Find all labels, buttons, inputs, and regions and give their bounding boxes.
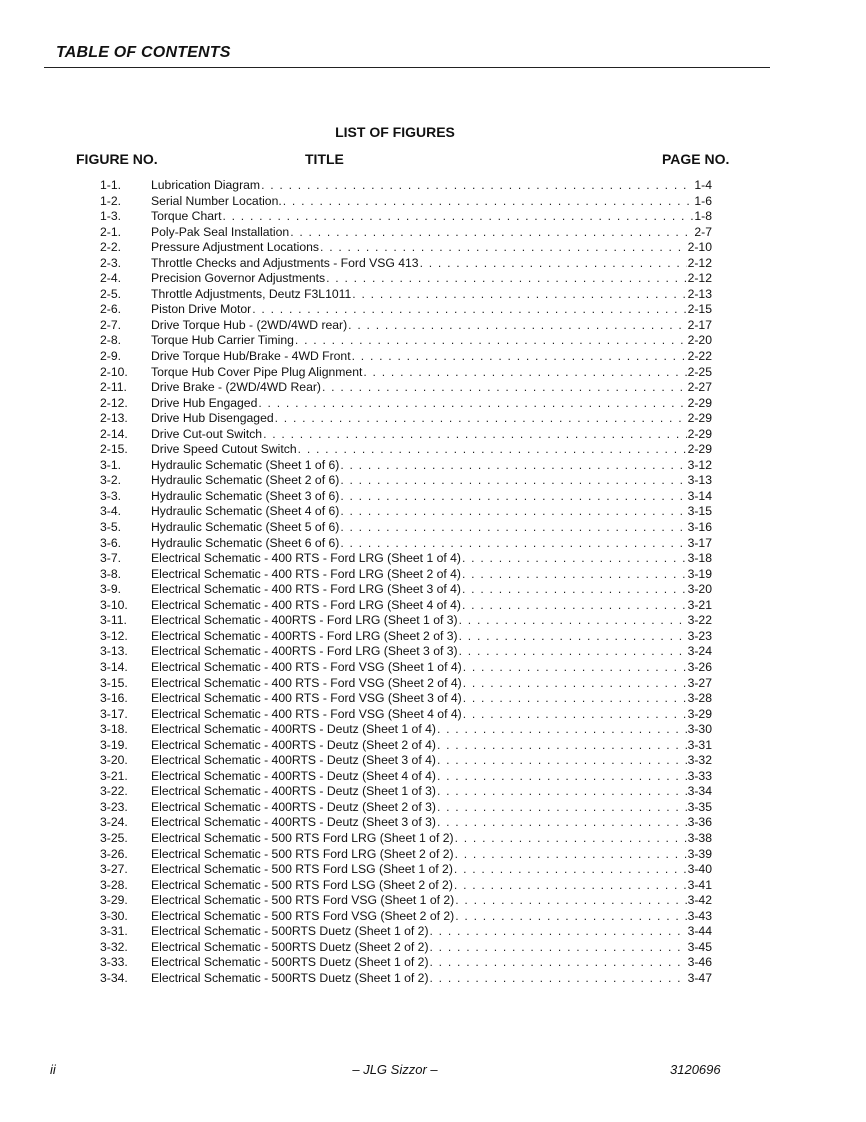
- list-item: [100, 504, 712, 520]
- figure-title: Hydraulic Schematic (Sheet 1 of 6): [151, 457, 340, 472]
- list-item: [100, 955, 712, 971]
- list-item: [100, 318, 712, 334]
- column-header-figure-no: FIGURE NO.: [76, 151, 158, 167]
- list-item: [100, 676, 712, 692]
- figure-title: Electrical Schematic - 400 RTS - Ford VSG (Sheet 1 of 4): [151, 659, 462, 674]
- figure-title: Hydraulic Schematic (Sheet 2 of 6): [151, 473, 340, 488]
- dot-leader: [322, 380, 687, 396]
- figure-page: 2-29: [687, 442, 712, 457]
- dot-leader: [258, 396, 686, 412]
- figure-number: 2-11.: [100, 380, 127, 395]
- dot-leader: [463, 707, 687, 723]
- list-item: [100, 427, 712, 443]
- list-item: [100, 909, 712, 925]
- list-item: [100, 225, 712, 241]
- figure-number: 3-24.: [100, 815, 128, 830]
- figure-title: Electrical Schematic - 400 RTS - Ford LRG (Sheet 4 of 4): [151, 597, 461, 612]
- figure-page: 2-25: [687, 364, 712, 379]
- figure-page: 2-10: [687, 240, 712, 255]
- figure-number: 1-1.: [100, 178, 122, 192]
- list-item: [100, 893, 712, 909]
- figure-page: 3-15: [687, 504, 712, 519]
- dot-leader: [437, 815, 687, 831]
- list-item: [100, 940, 712, 956]
- figure-title: Electrical Schematic - 400RTS - Ford LRG (Sheet 2 of 3): [151, 628, 458, 643]
- figure-page: 2-15: [687, 302, 712, 317]
- figure-page: 2-17: [687, 317, 712, 332]
- figure-page: 3-41: [687, 877, 712, 892]
- figure-title: Torque Hub Carrier Timing: [151, 333, 294, 348]
- figure-title: Electrical Schematic - 400RTS - Deutz (Sheet 4 of 4): [151, 768, 436, 783]
- figure-number: 3-31.: [100, 924, 128, 939]
- dot-leader: [437, 753, 687, 769]
- figure-number: 3-2.: [100, 473, 122, 488]
- figure-page: 3-21: [687, 597, 712, 612]
- figure-title: Hydraulic Schematic (Sheet 5 of 6): [151, 520, 340, 535]
- list-item: [100, 691, 712, 707]
- figure-title: Electrical Schematic - 400RTS - Deutz (Sheet 2 of 4): [151, 737, 436, 752]
- figure-title: Electrical Schematic - 400RTS - Ford LRG (Sheet 1 of 3): [151, 613, 458, 628]
- figure-page: 3-33: [687, 768, 712, 783]
- figure-title: Electrical Schematic - 500 RTS Ford LSG (Sheet 1 of 2): [151, 862, 453, 877]
- dot-leader: [463, 691, 687, 707]
- figure-title: Torque Chart: [151, 209, 222, 224]
- figure-title: Electrical Schematic - 400RTS - Deutz (Sheet 2 of 3): [151, 799, 436, 814]
- figure-title: Electrical Schematic - 500RTS Duetz (Sheet 1 of 2): [151, 970, 429, 985]
- list-item: [100, 396, 712, 412]
- list-item: [100, 458, 712, 474]
- dot-leader: [275, 411, 687, 427]
- figure-title: Drive Torque Hub/Brake - 4WD Front: [151, 349, 351, 364]
- list-item: [100, 784, 712, 800]
- figure-number: 3-11.: [100, 613, 127, 628]
- figure-page: 3-47: [687, 970, 712, 985]
- figure-page: 3-18: [687, 551, 712, 566]
- figure-page: 3-28: [687, 691, 712, 706]
- figure-number: 3-25.: [100, 830, 128, 845]
- dot-leader: [462, 598, 687, 614]
- figure-page: 3-30: [687, 722, 712, 737]
- figure-number: 3-10.: [100, 597, 128, 612]
- figure-title: Electrical Schematic - 400RTS - Ford LRG (Sheet 3 of 3): [151, 644, 458, 659]
- dot-leader: [340, 520, 686, 536]
- figure-number: 3-20.: [100, 753, 128, 768]
- dot-leader: [459, 629, 687, 645]
- figure-title: Electrical Schematic - 400 RTS - Ford VSG (Sheet 4 of 4): [151, 706, 462, 721]
- list-item: [100, 629, 712, 645]
- figure-page: 3-32: [687, 753, 712, 768]
- figure-title: Lubrication Diagram: [151, 178, 261, 192]
- figure-title: Hydraulic Schematic (Sheet 3 of 6): [151, 488, 340, 503]
- dot-leader: [437, 769, 687, 785]
- list-item: [100, 442, 712, 458]
- list-item: [100, 411, 712, 427]
- footer-doc-number: 3120696: [670, 1062, 721, 1077]
- dot-leader: [340, 489, 686, 505]
- figure-number: 3-5.: [100, 520, 122, 535]
- figure-page: 3-44: [687, 924, 712, 939]
- figure-title: Drive Hub Disengaged: [151, 411, 274, 426]
- figure-number: 3-8.: [100, 566, 122, 581]
- figure-page: 1-8: [694, 209, 712, 224]
- figure-number: 3-16.: [100, 691, 128, 706]
- dot-leader: [298, 442, 687, 458]
- list-item: [100, 613, 712, 629]
- figure-title: Electrical Schematic - 400RTS - Deutz (Sheet 3 of 3): [151, 815, 436, 830]
- figure-page: 3-19: [687, 566, 712, 581]
- list-item: [100, 194, 712, 210]
- dot-leader: [430, 955, 687, 971]
- figure-number: 2-8.: [100, 333, 122, 348]
- figure-number: 2-2.: [100, 240, 122, 255]
- figure-number: 3-6.: [100, 535, 122, 550]
- figure-title: Electrical Schematic - 500 RTS Ford LRG (Sheet 1 of 2): [151, 830, 454, 845]
- list-item: [100, 520, 712, 536]
- figure-title: Electrical Schematic - 400 RTS - Ford VSG (Sheet 2 of 4): [151, 675, 462, 690]
- figure-title: Electrical Schematic - 400 RTS - Ford VSG (Sheet 3 of 4): [151, 691, 462, 706]
- list-item: [100, 644, 712, 660]
- column-header-page-no: PAGE NO.: [662, 151, 730, 167]
- list-item: [100, 536, 712, 552]
- figure-number: 3-23.: [100, 799, 128, 814]
- figure-page: 3-45: [687, 939, 712, 954]
- list-title: LIST OF FIGURES: [335, 124, 455, 140]
- list-item: [100, 271, 712, 287]
- list-item: [100, 489, 712, 505]
- figure-number: 3-12.: [100, 628, 128, 643]
- dot-leader: [363, 365, 686, 381]
- list-item: [100, 287, 712, 303]
- list-item: [100, 847, 712, 863]
- figure-title: Drive Brake - (2WD/4WD Rear): [151, 380, 321, 395]
- figure-title: Pressure Adjustment Locations: [151, 240, 320, 255]
- dot-leader: [348, 318, 686, 334]
- figure-number: 3-26.: [100, 846, 128, 861]
- figure-number: 3-21.: [100, 768, 128, 783]
- footer-page-number: ii: [50, 1062, 56, 1077]
- figure-number: 1-3.: [100, 209, 122, 224]
- dot-leader: [462, 567, 687, 583]
- figure-number: 2-15.: [100, 442, 128, 457]
- list-item: [100, 178, 712, 194]
- dot-leader: [340, 458, 686, 474]
- figure-number: 3-22.: [100, 784, 128, 799]
- dot-leader: [340, 536, 686, 552]
- dot-leader: [430, 971, 687, 987]
- figure-title: Hydraulic Schematic (Sheet 6 of 6): [151, 535, 340, 550]
- list-item: [100, 878, 712, 894]
- figure-title: Electrical Schematic - 500 RTS Ford VSG (Sheet 1 of 2): [151, 893, 455, 908]
- list-item: [100, 365, 712, 381]
- figure-title: Serial Number Location.: [151, 193, 282, 208]
- figure-page: 2-27: [687, 380, 712, 395]
- figure-number: 2-12.: [100, 395, 128, 410]
- figure-title: Torque Hub Cover Pipe Plug Alignment: [151, 364, 363, 379]
- dot-leader: [340, 473, 686, 489]
- figure-number: 3-29.: [100, 893, 128, 908]
- list-item: [100, 380, 712, 396]
- dot-leader: [352, 349, 687, 365]
- dot-leader: [320, 240, 687, 256]
- figure-number: 2-13.: [100, 411, 128, 426]
- dot-leader: [459, 644, 687, 660]
- figure-title: Electrical Schematic - 400 RTS - Ford LRG (Sheet 2 of 4): [151, 566, 461, 581]
- figure-page: 2-22: [687, 349, 712, 364]
- figure-page: 3-34: [687, 784, 712, 799]
- figure-title: Electrical Schematic - 400RTS - Deutz (Sheet 3 of 4): [151, 753, 436, 768]
- figure-number: 3-3.: [100, 488, 122, 503]
- figure-number: 2-4.: [100, 271, 122, 286]
- figure-number: 3-7.: [100, 551, 122, 566]
- figure-page: 3-16: [687, 520, 712, 535]
- figure-page: 3-12: [687, 457, 712, 472]
- figure-number: 2-5.: [100, 286, 122, 301]
- figure-number: 3-28.: [100, 877, 128, 892]
- figure-page: 1-4: [694, 178, 712, 192]
- figure-page: 3-14: [687, 488, 712, 503]
- figure-title: Hydraulic Schematic (Sheet 4 of 6): [151, 504, 340, 519]
- list-item: [100, 862, 712, 878]
- figure-title: Electrical Schematic - 500 RTS Ford LSG (Sheet 2 of 2): [151, 877, 453, 892]
- dot-leader: [437, 800, 687, 816]
- figure-page: 3-22: [687, 613, 712, 628]
- figure-number: 2-1.: [100, 224, 122, 239]
- figure-number: 2-7.: [100, 317, 122, 332]
- dot-leader: [290, 225, 693, 241]
- dot-leader: [463, 660, 687, 676]
- dot-leader: [462, 551, 687, 567]
- figure-page: 2-20: [687, 333, 712, 348]
- figure-number: 3-17.: [100, 706, 128, 721]
- dot-leader: [437, 738, 687, 754]
- figure-page: 2-29: [687, 395, 712, 410]
- list-item: [100, 769, 712, 785]
- dot-leader: [462, 582, 687, 598]
- dot-leader: [437, 722, 687, 738]
- dot-leader: [454, 862, 687, 878]
- figure-title: Drive Cut-out Switch: [151, 426, 263, 441]
- list-item: [100, 256, 712, 272]
- figure-title: Electrical Schematic - 400 RTS - Ford LRG (Sheet 1 of 4): [151, 551, 461, 566]
- page-header-title: TABLE OF CONTENTS: [56, 44, 231, 61]
- figure-page: 3-42: [687, 893, 712, 908]
- list-item: [100, 473, 712, 489]
- figure-number: 3-18.: [100, 722, 128, 737]
- figure-title: Electrical Schematic - 400 RTS - Ford LRG (Sheet 3 of 4): [151, 582, 461, 597]
- dot-leader: [463, 676, 687, 692]
- figure-title: Throttle Adjustments, Deutz F3L1011: [151, 286, 352, 301]
- dot-leader: [326, 271, 687, 287]
- figure-number: 1-2.: [100, 193, 122, 208]
- figure-page: 3-13: [687, 473, 712, 488]
- figure-title: Drive Hub Engaged: [151, 395, 258, 410]
- list-item: [100, 831, 712, 847]
- figure-title: Piston Drive Motor: [151, 302, 252, 317]
- figure-page: 3-38: [687, 830, 712, 845]
- figure-number: 3-30.: [100, 908, 128, 923]
- list-item: [100, 707, 712, 723]
- figure-number: 2-10.: [100, 364, 128, 379]
- footer-title: – JLG Sizzor –: [352, 1062, 438, 1077]
- list-item: [100, 815, 712, 831]
- figure-page: 3-43: [687, 908, 712, 923]
- list-item: [100, 971, 712, 987]
- figure-page: 3-36: [687, 815, 712, 830]
- list-item: [100, 753, 712, 769]
- figure-number: 3-1.: [100, 457, 122, 472]
- figure-number: 2-6.: [100, 302, 122, 317]
- list-item: [100, 660, 712, 676]
- figure-number: 2-9.: [100, 349, 122, 364]
- dot-leader: [340, 504, 686, 520]
- figure-number: 3-27.: [100, 862, 128, 877]
- figure-number: 3-15.: [100, 675, 128, 690]
- dot-leader: [420, 256, 687, 272]
- dot-leader: [455, 847, 687, 863]
- list-item: [100, 567, 712, 583]
- figure-number: 3-14.: [100, 659, 128, 674]
- list-item: [100, 240, 712, 256]
- dot-leader: [430, 940, 687, 956]
- figure-number: 2-3.: [100, 255, 122, 270]
- figure-title: Precision Governor Adjustments: [151, 271, 326, 286]
- dot-leader: [459, 613, 687, 629]
- figure-page: 3-23: [687, 628, 712, 643]
- dot-leader: [352, 287, 686, 303]
- list-item: [100, 800, 712, 816]
- figure-number: 3-9.: [100, 582, 122, 597]
- figure-title: Electrical Schematic - 400RTS - Deutz (Sheet 1 of 4): [151, 722, 436, 737]
- figure-title: Electrical Schematic - 500RTS Duetz (Sheet 1 of 2): [151, 955, 429, 970]
- dot-leader: [430, 924, 687, 940]
- figure-number: 3-34.: [100, 970, 128, 985]
- figure-title: Drive Torque Hub - (2WD/4WD rear): [151, 317, 348, 332]
- dot-leader: [263, 427, 687, 443]
- figure-page: 3-29: [687, 706, 712, 721]
- figure-number: 3-19.: [100, 737, 128, 752]
- figure-page: 2-12: [687, 255, 712, 270]
- figure-page: 3-20: [687, 582, 712, 597]
- list-item: [100, 722, 712, 738]
- list-item: [100, 598, 712, 614]
- figure-page: 3-31: [687, 737, 712, 752]
- list-item: [100, 738, 712, 754]
- figure-number: 3-4.: [100, 504, 122, 519]
- dot-leader: [261, 178, 693, 194]
- figure-title: Throttle Checks and Adjustments - Ford VSG 413: [151, 255, 419, 270]
- list-item: [100, 582, 712, 598]
- figure-number: 3-33.: [100, 955, 128, 970]
- dot-leader: [222, 209, 693, 225]
- figure-page: 2-13: [687, 286, 712, 301]
- dot-leader: [283, 194, 694, 210]
- figure-page: 3-24: [687, 644, 712, 659]
- figure-title: Electrical Schematic - 400RTS - Deutz (Sheet 1 of 3): [151, 784, 436, 799]
- figure-title: Drive Speed Cutout Switch: [151, 442, 297, 457]
- header-rule: [44, 67, 770, 68]
- figure-title: Electrical Schematic - 500RTS Duetz (Sheet 1 of 2): [151, 924, 429, 939]
- column-header-title: TITLE: [305, 151, 344, 167]
- dot-leader: [454, 878, 687, 894]
- figure-title: Electrical Schematic - 500 RTS Ford LRG (Sheet 2 of 2): [151, 846, 454, 861]
- dot-leader: [295, 333, 687, 349]
- dot-leader: [252, 302, 686, 318]
- figure-title: Electrical Schematic - 500RTS Duetz (Sheet 2 of 2): [151, 939, 429, 954]
- list-item: [100, 924, 712, 940]
- list-item: [100, 333, 712, 349]
- figure-page: 3-39: [687, 846, 712, 861]
- figure-page: 1-6: [694, 193, 712, 208]
- figure-page: 3-27: [687, 675, 712, 690]
- list-item: [100, 551, 712, 567]
- figure-number: 3-32.: [100, 939, 128, 954]
- figure-number: 2-14.: [100, 426, 128, 441]
- list-item: [100, 209, 712, 225]
- figure-number: 3-13.: [100, 644, 128, 659]
- figure-page: 3-46: [687, 955, 712, 970]
- figure-page: 3-26: [687, 659, 712, 674]
- figure-page: 2-29: [687, 411, 712, 426]
- dot-leader: [455, 831, 687, 847]
- list-item: [100, 302, 712, 318]
- figure-title: Poly-Pak Seal Installation: [151, 224, 290, 239]
- figure-page: 3-17: [687, 535, 712, 550]
- figure-page: 3-40: [687, 862, 712, 877]
- figure-page: 2-7: [694, 224, 712, 239]
- dot-leader: [455, 893, 686, 909]
- list-item: [100, 349, 712, 365]
- dot-leader: [455, 909, 686, 925]
- figure-page: 3-35: [687, 799, 712, 814]
- figure-page: 2-12: [687, 271, 712, 286]
- figure-list: [100, 178, 712, 986]
- figure-title: Electrical Schematic - 500 RTS Ford VSG (Sheet 2 of 2): [151, 908, 455, 923]
- figure-page: 2-29: [687, 426, 712, 441]
- dot-leader: [437, 784, 687, 800]
